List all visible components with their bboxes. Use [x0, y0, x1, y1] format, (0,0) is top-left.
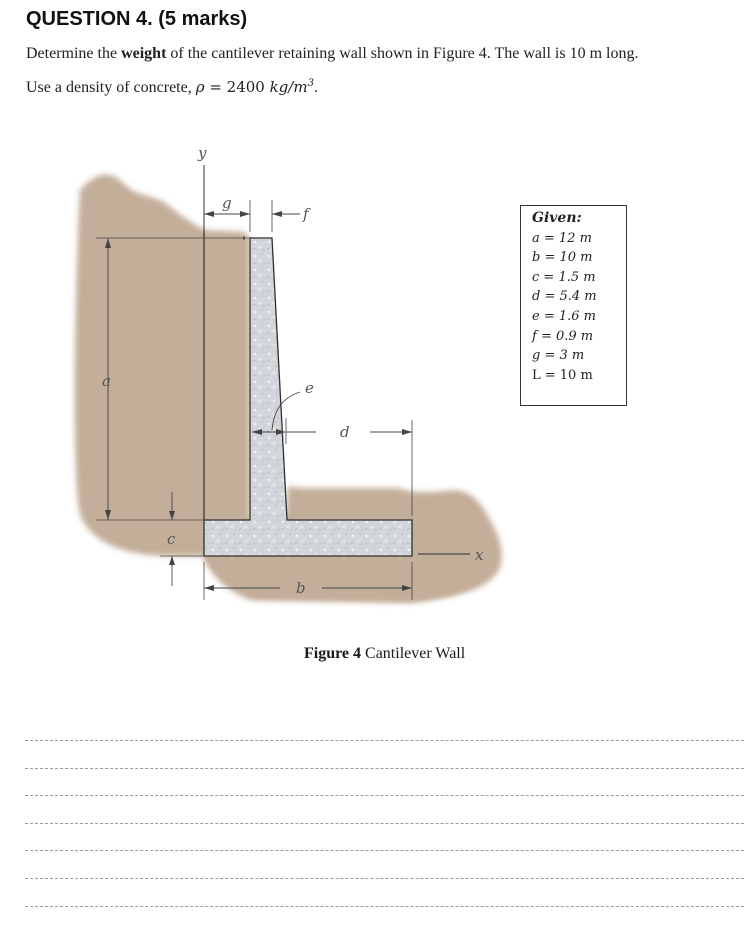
- given-item-b: b = 10 m: [532, 250, 593, 266]
- given-values-box: [520, 205, 627, 406]
- density-unit: kg/m: [269, 78, 308, 96]
- density-symbol: ρ: [195, 78, 205, 96]
- answer-lines: [25, 740, 744, 933]
- given-item-l: L = 10 m: [532, 367, 593, 383]
- answer-line: [25, 768, 744, 769]
- answer-line: [25, 906, 744, 907]
- caption-text: Cantilever Wall: [361, 645, 466, 662]
- given-item-c: c = 1.5 m: [532, 269, 596, 285]
- answer-line: [25, 795, 744, 796]
- label-x: x: [475, 546, 484, 564]
- given-item-d: d = 5.4 m: [532, 289, 597, 305]
- given-item-f: f = 0.9 m: [532, 328, 594, 344]
- density-period: .: [313, 79, 318, 96]
- density-formula: [196, 78, 314, 96]
- caption-figure-number: Figure 4: [304, 645, 362, 662]
- density-exponent: 3: [307, 78, 314, 89]
- figure-caption: [304, 645, 465, 663]
- cantilever-wall-figure: [0, 120, 748, 620]
- given-title: Given:: [532, 210, 582, 226]
- question-text-end: of the cantilever retaining wall shown in Figure 4. The wall is 10 m long.: [166, 45, 639, 62]
- density-value: = 2400: [204, 78, 270, 96]
- label-g: g: [222, 194, 232, 212]
- given-item-a: a = 12 m: [532, 230, 592, 246]
- answer-line: [25, 740, 744, 741]
- question-heading: QUESTION 4. (5 marks): [26, 8, 248, 30]
- question-text-start: Determine the: [26, 45, 122, 62]
- answer-line: [25, 823, 744, 824]
- label-y: y: [198, 144, 207, 162]
- label-b: b: [296, 579, 306, 597]
- answer-line: [25, 850, 744, 851]
- question-text-line-2: [26, 78, 318, 97]
- question-bold-word: weight: [121, 45, 167, 62]
- label-c: c: [167, 530, 176, 548]
- label-a: a: [102, 372, 111, 390]
- label-e: e: [305, 379, 314, 397]
- label-d: d: [340, 423, 350, 441]
- given-item-e: e = 1.6 m: [532, 308, 596, 324]
- label-f: f: [303, 205, 309, 223]
- question-text-line-1: [26, 45, 638, 63]
- given-item-g: g = 3 m: [532, 348, 585, 364]
- answer-line: [25, 878, 744, 879]
- density-text: Use a density of concrete,: [26, 79, 196, 96]
